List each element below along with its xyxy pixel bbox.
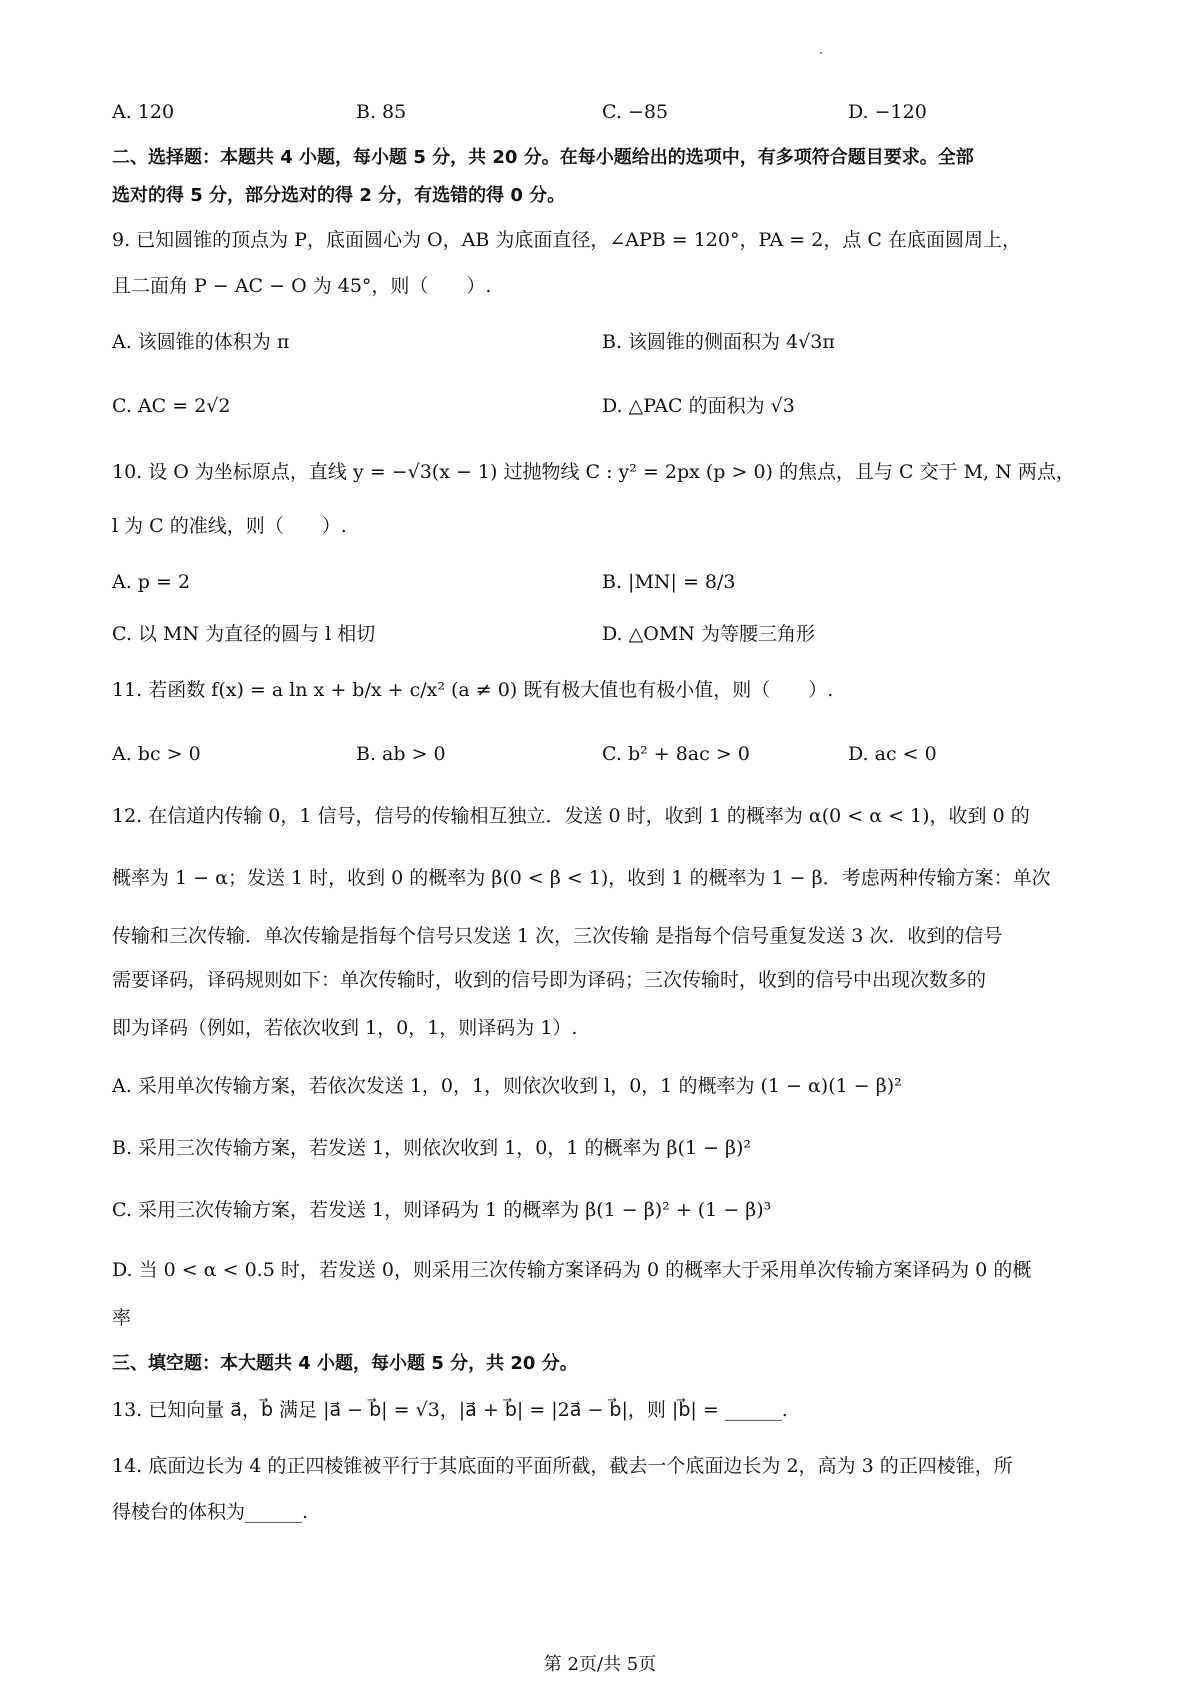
q14-stem-line2: 得棱台的体积为______. xyxy=(112,1501,309,1523)
q9-option-d: D. △PAC 的面积为 √3 xyxy=(602,395,795,417)
q10-stem-line1: 10. 设 O 为坐标原点，直线 y = −√3(x − 1) 过抛物线 C : y² = 2px (p > 0) 的焦点，且与 C 交于 M, N 两点， xyxy=(112,461,1075,483)
q12-option-d-line1: D. 当 0 < α < 0.5 时，若发送 0，则采用三次传输方案译码为 0 的概率大于采用单次传输方案译码为 0 的概 xyxy=(112,1259,1032,1281)
q9-option-a: A. 该圆锥的体积为 π xyxy=(112,331,290,353)
q12-option-b: B. 采用三次传输方案，若发送 1，则依次收到 1，0，1 的概率为 β(1 − β)² xyxy=(112,1137,752,1159)
q11-option-b: B. ab > 0 xyxy=(356,743,446,765)
q12-stem-line1: 12. 在信道内传输 0，1 信号，信号的传输相互独立．发送 0 时，收到 1 的概率为 α(0 < α < 1)，收到 0 的 xyxy=(112,805,1030,827)
page-footer: 第 2页/共 5页 xyxy=(543,1654,657,1675)
q8-option-a: A. 120 xyxy=(112,101,175,123)
q13-stem: 13. 已知向量 a⃗，b⃗ 满足 |a⃗ − b⃗| = √3，|a⃗ + b⃗| = |2a⃗ − b⃗|，则 |b⃗| = ______. xyxy=(112,1399,788,1421)
scan-dot xyxy=(820,52,822,54)
section2-heading-line1: 二、选择题：本题共 4 小题，每小题 5 分，共 20 分。在每小题给出的选项中，有多项符合题目要求。全部 xyxy=(112,147,974,168)
section2-heading-line2: 选对的得 5 分，部分选对的得 2 分，有选错的得 0 分。 xyxy=(112,185,566,206)
q12-option-d-line2: 率 xyxy=(112,1307,132,1329)
q10-option-d: D. △OMN 为等腰三角形 xyxy=(602,623,815,645)
q10-option-a: A. p = 2 xyxy=(112,571,191,593)
q11-option-a: A. bc > 0 xyxy=(112,743,201,765)
q12-option-c: C. 采用三次传输方案，若发送 1，则译码为 1 的概率为 β(1 − β)² + (1 − β)³ xyxy=(112,1199,772,1221)
q11-option-d: D. ac < 0 xyxy=(848,743,937,765)
q14-stem-line1: 14. 底面边长为 4 的正四棱锥被平行于其底面的平面所截，截去一个底面边长为 2，高为 3 的正四棱锥，所 xyxy=(112,1455,1013,1477)
q12-stem-line4: 需要译码，译码规则如下：单次传输时，收到的信号即为译码；三次传输时，收到的信号中出现次数多的 xyxy=(112,969,987,991)
section3-heading: 三、填空题：本大题共 4 小题，每小题 5 分，共 20 分。 xyxy=(112,1353,578,1374)
q12-option-a: A. 采用单次传输方案，若依次发送 1，0，1，则依次收到 l，0，1 的概率为 (1 − α)(1 − β)² xyxy=(112,1075,902,1097)
q12-stem-line3: 传输和三次传输．单次传输是指每个信号只发送 1 次，三次传输 是指每个信号重复发送 3 次．收到的信号 xyxy=(112,925,1003,947)
q9-stem-line2: 且二面角 P − AC − O 为 45°，则（ ）. xyxy=(112,275,492,297)
q8-option-d: D. −120 xyxy=(848,101,927,123)
q11-option-c: C. b² + 8ac > 0 xyxy=(602,743,750,765)
q9-stem-line1: 9. 已知圆锥的顶点为 P，底面圆心为 O，AB 为底面直径，∠APB = 120°，PA = 2，点 C 在底面圆周上， xyxy=(112,229,1021,251)
q8-option-c: C. −85 xyxy=(602,101,669,123)
q10-option-c: C. 以 MN 为直径的圆与 l 相切 xyxy=(112,623,376,645)
q12-stem-line2: 概率为 1 − α；发送 1 时，收到 0 的概率为 β(0 < β < 1)，收到 1 的概率为 1 − β．考虑两种传输方案：单次 xyxy=(112,867,1051,889)
q9-option-c: C. AC = 2√2 xyxy=(112,395,231,417)
q10-option-b: B. |MN| = 8/3 xyxy=(602,571,736,593)
q11-stem: 11. 若函数 f(x) = a ln x + b/x + c/x² (a ≠ 0) 既有极大值也有极小值，则（ ）. xyxy=(112,679,834,701)
q8-option-b: B. 85 xyxy=(356,101,407,123)
q12-stem-line5: 即为译码（例如，若依次收到 1，0，1，则译码为 1）. xyxy=(112,1017,578,1039)
q10-stem-line2: l 为 C 的准线，则（ ）. xyxy=(112,515,347,537)
q9-option-b: B. 该圆锥的侧面积为 4√3π xyxy=(602,331,835,353)
